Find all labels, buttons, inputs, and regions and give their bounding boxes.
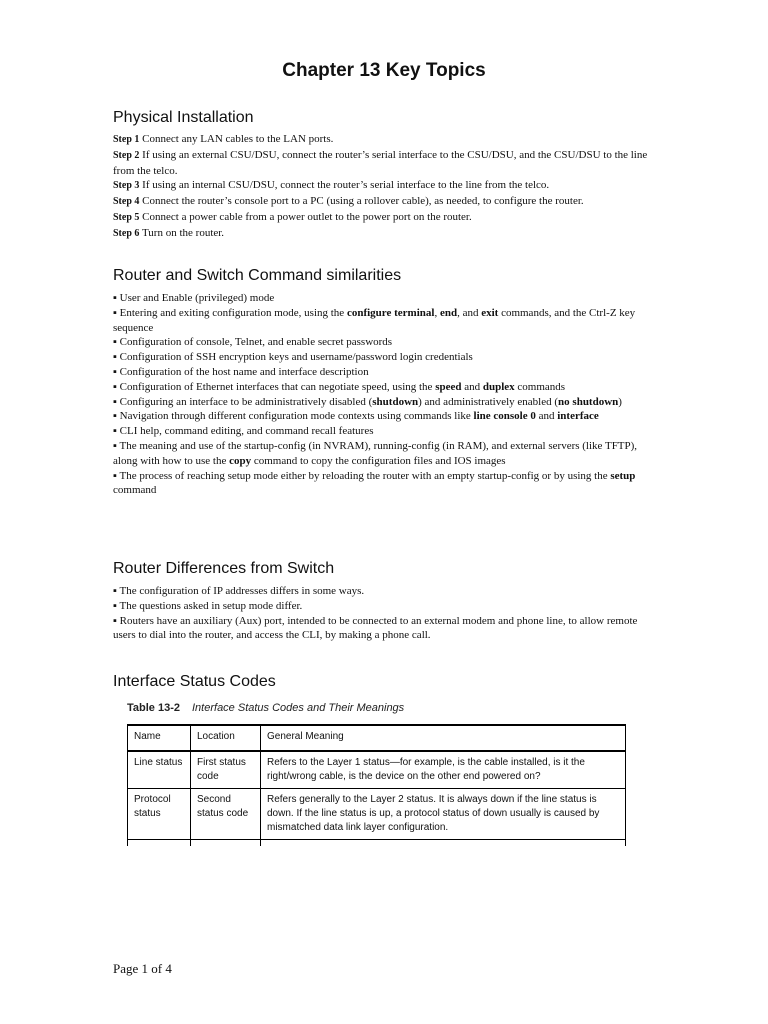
bullet-icon: ▪: [113, 410, 117, 423]
step-text: If using an external CSU/DSU, connect the router’s serial interface to the CSU/DSU, and the CSU/DSU to the line from the telco.: [113, 148, 648, 177]
differences-list: [113, 584, 658, 643]
bullet-icon: ▪: [113, 585, 117, 597]
list-item: ▪ User and Enable (privileged) mode: [113, 292, 275, 304]
table-row: [128, 751, 626, 789]
step-text: Turn on the router.: [141, 226, 225, 239]
step-text: Connect a power cable from a power outlet to the power port on the router.: [142, 210, 472, 223]
command-keyword: duplex: [482, 380, 515, 393]
column-header: Location: [191, 725, 261, 751]
bullet-icon: ▪: [113, 292, 117, 304]
section-heading-router-differences: Router Differences from Switch: [113, 560, 335, 577]
table-cell: Second status code: [191, 789, 261, 840]
list-item: ▪ Entering and exiting configuration mode, using the configure terminal, end, and exit commands, and the Ctrl-Z key sequence: [113, 306, 636, 334]
step-item: [113, 132, 658, 148]
list-item: ▪ Configuration of console, Telnet, and enable secret passwords: [113, 336, 393, 349]
step-item: [113, 210, 658, 226]
step-item: [113, 148, 658, 179]
list-item: ▪ Routers have an auxiliary (Aux) port, intended to be connected to an external modem and phone line, to allow remote users to dial into the router, and access the CLI, by making a phone call.: [113, 614, 638, 642]
bullet-icon: ▪: [113, 365, 117, 378]
list-item: ▪ CLI help, command editing, and command recall features: [113, 425, 374, 438]
table-cell: Line status: [128, 751, 191, 789]
section-heading-command-similarities: Router and Switch Command similarities: [113, 267, 402, 284]
command-keyword: shutdown: [372, 395, 419, 408]
table-number: Table 13-2: [127, 702, 180, 714]
step-label: Step 3: [113, 180, 140, 192]
step-label: Step 5: [113, 211, 140, 223]
column-header: General Meaning: [261, 725, 626, 751]
list-item: ▪ The meaning and use of the startup-config (in NVRAM), running-config (in RAM), and external servers (like TFTP), along with how to use the copy command to copy the configuration files and IOS images: [113, 439, 638, 467]
step-text: Connect the router’s console port to a PC (using a rollover cable), as needed, to configure the router.: [142, 195, 584, 208]
page-number-footer: Page 1 of 4: [113, 961, 172, 976]
interface-status-table: [127, 724, 626, 846]
step-label: Step 1: [113, 134, 140, 145]
section-heading-interface-status-codes: Interface Status Codes: [113, 673, 276, 690]
list-item: ▪ Navigation through different configuration mode contexts using commands like line console 0 and interface: [113, 410, 599, 423]
page-title: Chapter 13 Key Topics: [282, 60, 486, 81]
bullet-icon: ▪: [113, 469, 117, 482]
list-item: ▪ Configuration of SSH encryption keys and username/password login credentials: [113, 351, 473, 364]
bullet-icon: ▪: [113, 425, 117, 438]
command-keyword: exit: [481, 306, 499, 319]
bullet-icon: ▪: [113, 395, 117, 408]
table-cell: First status code: [191, 751, 261, 789]
bullet-icon: ▪: [113, 351, 117, 364]
step-item: [113, 226, 658, 242]
command-keyword: copy: [229, 454, 252, 467]
list-item: ▪ The questions asked in setup mode differ.: [113, 599, 303, 612]
table-title: Interface Status Codes and Their Meanings: [192, 702, 405, 714]
step-item: [113, 194, 658, 210]
command-keyword: setup: [610, 469, 636, 482]
bullet-icon: ▪: [113, 306, 117, 319]
step-label: Step 4: [113, 196, 140, 208]
command-keyword: interface: [557, 410, 599, 423]
bullet-icon: ▪: [113, 614, 117, 627]
table-cell: Refers generally to the Layer 2 status. It is always down if the line status is down. If the line status is up, a protocol status of down usually is caused by mismatched data link layer configuration.: [261, 789, 626, 840]
table-caption: [127, 702, 404, 714]
table-row-partial: [128, 840, 626, 847]
column-header: Name: [128, 725, 191, 751]
table-cell: Protocol status: [128, 789, 191, 840]
table-row: [128, 789, 626, 840]
table-header-row: [128, 725, 626, 751]
command-keyword: line console 0: [473, 410, 536, 423]
list-item: ▪ The configuration of IP addresses differs in some ways.: [113, 585, 365, 597]
physical-installation-steps: [113, 132, 658, 242]
step-text: If using an internal CSU/DSU, connect the router’s serial interface to the line from the telco.: [142, 179, 550, 192]
bullet-icon: ▪: [113, 380, 117, 393]
bullet-icon: ▪: [113, 599, 117, 612]
list-item: ▪ Configuration of the host name and interface description: [113, 365, 369, 378]
table-cell: Refers to the Layer 1 status—for example, is the cable installed, is it the right/wrong cable, is the device on the other end powered on?: [261, 751, 626, 789]
similarities-list: [113, 291, 658, 498]
step-label: Step 6: [113, 227, 140, 239]
command-keyword: speed: [435, 380, 462, 393]
command-keyword: no shutdown: [558, 395, 619, 408]
step-label: Step 2: [113, 149, 140, 161]
section-heading-physical-installation: Physical Installation: [113, 109, 254, 126]
step-item: [113, 178, 658, 194]
list-item: ▪ Configuration of Ethernet interfaces that can negotiate speed, using the speed and duplex commands: [113, 380, 566, 393]
bullet-icon: ▪: [113, 439, 117, 452]
bullet-icon: ▪: [113, 336, 117, 349]
step-text: Connect any LAN cables to the LAN ports.: [142, 133, 334, 145]
command-keyword: configure terminal: [346, 306, 435, 319]
command-keyword: end: [439, 306, 458, 319]
list-item: ▪ The process of reaching setup mode either by reloading the router with an empty startup-config or by using the setup command: [113, 469, 636, 497]
list-item: ▪ Configuring an interface to be administratively disabled (shutdown) and administratively enabled (no shutdown): [113, 395, 622, 408]
